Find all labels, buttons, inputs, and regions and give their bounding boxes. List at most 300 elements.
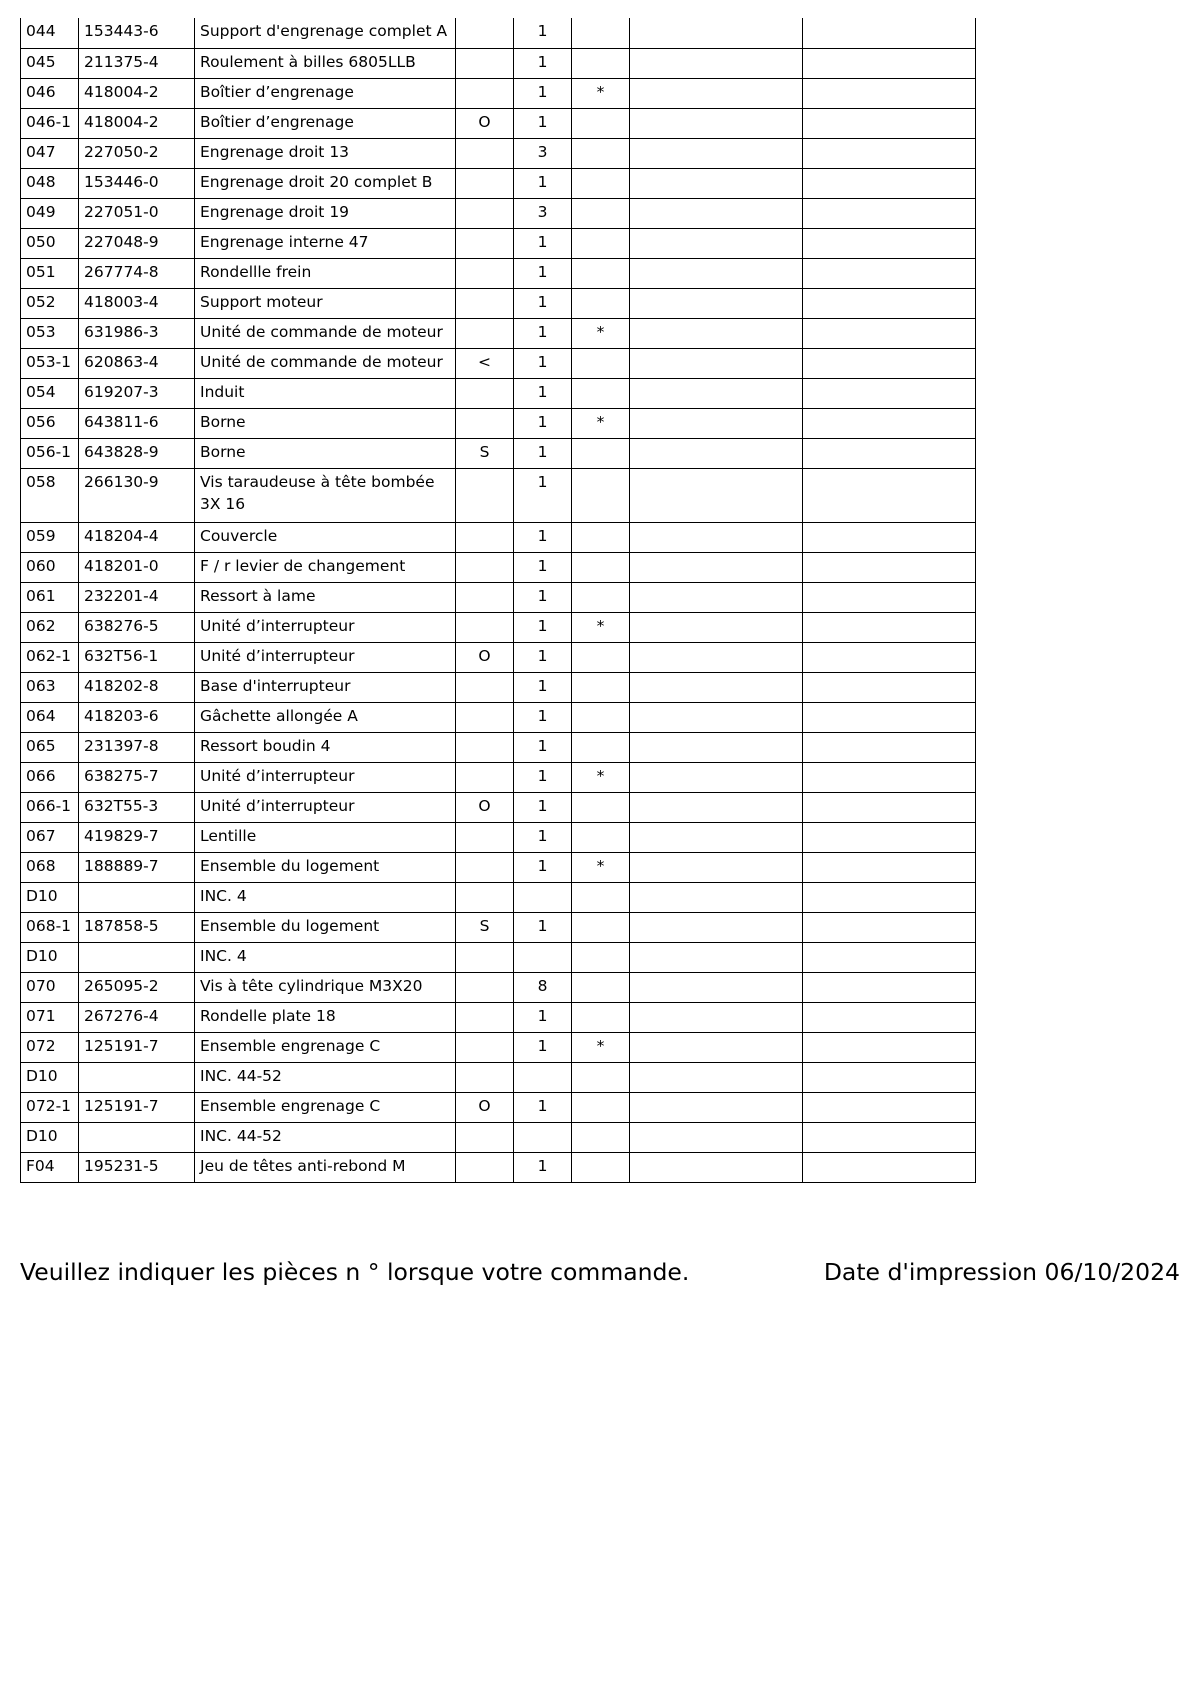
quantity-cell: 1 — [514, 702, 572, 732]
part-number-cell: 267276-4 — [79, 1002, 195, 1032]
item-number-cell: 052 — [21, 288, 79, 318]
parts-table — [20, 18, 976, 1183]
mark-cell — [572, 468, 630, 522]
blank-cell — [803, 1002, 976, 1032]
code-cell — [456, 702, 514, 732]
code-cell — [456, 48, 514, 78]
blank-cell — [630, 1062, 803, 1092]
quantity-cell: 1 — [514, 18, 572, 48]
table-row — [21, 522, 976, 552]
code-cell: O — [456, 642, 514, 672]
part-number-cell: 632T56-1 — [79, 642, 195, 672]
blank-cell — [803, 198, 976, 228]
table-row — [21, 348, 976, 378]
mark-cell — [572, 942, 630, 972]
mark-cell: * — [572, 762, 630, 792]
blank-cell — [630, 78, 803, 108]
code-cell — [456, 198, 514, 228]
table-row — [21, 18, 976, 48]
mark-cell — [572, 552, 630, 582]
blank-cell — [630, 702, 803, 732]
part-number-cell: 187858-5 — [79, 912, 195, 942]
blank-cell — [630, 972, 803, 1002]
code-cell — [456, 1122, 514, 1152]
table-row — [21, 318, 976, 348]
table-row — [21, 762, 976, 792]
blank-cell — [803, 168, 976, 198]
table-row — [21, 882, 976, 912]
table-row — [21, 1062, 976, 1092]
blank-cell — [803, 552, 976, 582]
table-row — [21, 198, 976, 228]
mark-cell — [572, 258, 630, 288]
quantity-cell: 8 — [514, 972, 572, 1002]
table-row — [21, 438, 976, 468]
description-cell: Unité d’interrupteur — [195, 642, 456, 672]
item-number-cell: 068 — [21, 852, 79, 882]
table-row — [21, 792, 976, 822]
blank-cell — [630, 138, 803, 168]
table-row — [21, 552, 976, 582]
description-cell: INC. 44-52 — [195, 1122, 456, 1152]
mark-cell — [572, 582, 630, 612]
part-number-cell: 153443-6 — [79, 18, 195, 48]
blank-cell — [630, 318, 803, 348]
code-cell — [456, 552, 514, 582]
part-number-cell: 643811-6 — [79, 408, 195, 438]
blank-cell — [803, 288, 976, 318]
item-number-cell: 059 — [21, 522, 79, 552]
item-number-cell: 063 — [21, 672, 79, 702]
blank-cell — [803, 792, 976, 822]
blank-cell — [803, 408, 976, 438]
item-number-cell: 050 — [21, 228, 79, 258]
item-number-cell: D10 — [21, 1062, 79, 1092]
mark-cell — [572, 378, 630, 408]
quantity-cell — [514, 1062, 572, 1092]
item-number-cell: 056-1 — [21, 438, 79, 468]
part-number-cell: 638275-7 — [79, 762, 195, 792]
part-number-cell: 188889-7 — [79, 852, 195, 882]
quantity-cell: 1 — [514, 1152, 572, 1182]
blank-cell — [630, 942, 803, 972]
description-cell: Rondellle frein — [195, 258, 456, 288]
blank-cell — [630, 1122, 803, 1152]
blank-cell — [630, 792, 803, 822]
blank-cell — [630, 762, 803, 792]
table-row — [21, 1152, 976, 1182]
quantity-cell: 1 — [514, 912, 572, 942]
blank-cell — [803, 228, 976, 258]
table-row — [21, 642, 976, 672]
blank-cell — [803, 48, 976, 78]
description-cell: Couvercle — [195, 522, 456, 552]
part-number-cell — [79, 942, 195, 972]
blank-cell — [630, 912, 803, 942]
code-cell: O — [456, 792, 514, 822]
mark-cell — [572, 108, 630, 138]
description-cell: Ressort à lame — [195, 582, 456, 612]
description-cell: Engrenage droit 20 complet B — [195, 168, 456, 198]
blank-cell — [803, 1092, 976, 1122]
code-cell: S — [456, 912, 514, 942]
quantity-cell: 1 — [514, 438, 572, 468]
quantity-cell: 1 — [514, 288, 572, 318]
mark-cell — [572, 642, 630, 672]
blank-cell — [630, 288, 803, 318]
part-number-cell: 631986-3 — [79, 318, 195, 348]
blank-cell — [803, 18, 976, 48]
blank-cell — [630, 228, 803, 258]
part-number-cell: 418201-0 — [79, 552, 195, 582]
mark-cell — [572, 288, 630, 318]
blank-cell — [630, 168, 803, 198]
print-date: Date d'impression 06/10/2024 — [823, 1258, 1180, 1286]
part-number-cell: 418203-6 — [79, 702, 195, 732]
mark-cell: * — [572, 612, 630, 642]
item-number-cell: 048 — [21, 168, 79, 198]
part-number-cell: 418003-4 — [79, 288, 195, 318]
item-number-cell: 058 — [21, 468, 79, 522]
description-cell: Engrenage droit 19 — [195, 198, 456, 228]
blank-cell — [803, 138, 976, 168]
quantity-cell: 1 — [514, 228, 572, 258]
blank-cell — [630, 468, 803, 522]
code-cell — [456, 18, 514, 48]
item-number-cell: 064 — [21, 702, 79, 732]
blank-cell — [630, 612, 803, 642]
part-number-cell: 267774-8 — [79, 258, 195, 288]
code-cell — [456, 762, 514, 792]
table-row — [21, 702, 976, 732]
mark-cell — [572, 1122, 630, 1152]
blank-cell — [630, 198, 803, 228]
table-row — [21, 48, 976, 78]
blank-cell — [803, 1062, 976, 1092]
blank-cell — [630, 408, 803, 438]
code-cell: S — [456, 438, 514, 468]
item-number-cell: 053 — [21, 318, 79, 348]
mark-cell — [572, 348, 630, 378]
quantity-cell: 1 — [514, 258, 572, 288]
description-cell: Ressort boudin 4 — [195, 732, 456, 762]
code-cell: < — [456, 348, 514, 378]
quantity-cell: 1 — [514, 642, 572, 672]
code-cell — [456, 258, 514, 288]
description-cell: Support moteur — [195, 288, 456, 318]
description-cell: Base d'interrupteur — [195, 672, 456, 702]
blank-cell — [630, 822, 803, 852]
code-cell — [456, 882, 514, 912]
blank-cell — [803, 468, 976, 522]
blank-cell — [803, 972, 976, 1002]
blank-cell — [630, 258, 803, 288]
part-number-cell — [79, 1062, 195, 1092]
description-cell: Vis taraudeuse à tête bombée 3X 16 — [195, 468, 456, 522]
mark-cell — [572, 882, 630, 912]
quantity-cell: 1 — [514, 468, 572, 522]
quantity-cell: 1 — [514, 822, 572, 852]
description-cell: Induit — [195, 378, 456, 408]
table-row — [21, 582, 976, 612]
description-cell: Rondelle plate 18 — [195, 1002, 456, 1032]
description-cell: Unité de commande de moteur — [195, 318, 456, 348]
part-number-cell — [79, 882, 195, 912]
code-cell: O — [456, 108, 514, 138]
blank-cell — [630, 672, 803, 702]
item-number-cell: 070 — [21, 972, 79, 1002]
code-cell: O — [456, 1092, 514, 1122]
code-cell — [456, 1032, 514, 1062]
item-number-cell: F04 — [21, 1152, 79, 1182]
part-number-cell: 227051-0 — [79, 198, 195, 228]
description-cell: INC. 4 — [195, 882, 456, 912]
description-cell: Unité d’interrupteur — [195, 612, 456, 642]
code-cell — [456, 672, 514, 702]
blank-cell — [803, 702, 976, 732]
blank-cell — [630, 1152, 803, 1182]
mark-cell — [572, 1092, 630, 1122]
item-number-cell: D10 — [21, 942, 79, 972]
table-row — [21, 612, 976, 642]
code-cell — [456, 1002, 514, 1032]
quantity-cell: 1 — [514, 78, 572, 108]
item-number-cell: 049 — [21, 198, 79, 228]
description-cell: INC. 44-52 — [195, 1062, 456, 1092]
part-number-cell: 418004-2 — [79, 108, 195, 138]
mark-cell: * — [572, 852, 630, 882]
blank-cell — [630, 522, 803, 552]
code-cell — [456, 1062, 514, 1092]
quantity-cell: 3 — [514, 138, 572, 168]
code-cell — [456, 378, 514, 408]
item-number-cell: 072-1 — [21, 1092, 79, 1122]
blank-cell — [630, 1032, 803, 1062]
table-row — [21, 672, 976, 702]
mark-cell — [572, 912, 630, 942]
mark-cell — [572, 228, 630, 258]
blank-cell — [803, 438, 976, 468]
mark-cell — [572, 138, 630, 168]
table-row — [21, 942, 976, 972]
part-number-cell: 227050-2 — [79, 138, 195, 168]
mark-cell — [572, 522, 630, 552]
blank-cell — [630, 882, 803, 912]
part-number-cell: 231397-8 — [79, 732, 195, 762]
table-row — [21, 288, 976, 318]
mark-cell: * — [572, 1032, 630, 1062]
description-cell: Jeu de têtes anti-rebond M — [195, 1152, 456, 1182]
code-cell — [456, 732, 514, 762]
blank-cell — [803, 852, 976, 882]
description-cell: Unité d’interrupteur — [195, 762, 456, 792]
quantity-cell — [514, 1122, 572, 1152]
blank-cell — [630, 1002, 803, 1032]
blank-cell — [630, 1092, 803, 1122]
item-number-cell: 071 — [21, 1002, 79, 1032]
description-cell: Gâchette allongée A — [195, 702, 456, 732]
quantity-cell: 1 — [514, 1032, 572, 1062]
table-row — [21, 1032, 976, 1062]
part-number-cell: 232201-4 — [79, 582, 195, 612]
quantity-cell: 1 — [514, 852, 572, 882]
blank-cell — [630, 108, 803, 138]
code-cell — [456, 942, 514, 972]
mark-cell — [572, 168, 630, 198]
blank-cell — [803, 882, 976, 912]
quantity-cell: 1 — [514, 408, 572, 438]
mark-cell — [572, 438, 630, 468]
item-number-cell: 062 — [21, 612, 79, 642]
quantity-cell: 1 — [514, 672, 572, 702]
description-cell: Engrenage interne 47 — [195, 228, 456, 258]
blank-cell — [803, 1032, 976, 1062]
part-number-cell: 125191-7 — [79, 1032, 195, 1062]
table-row — [21, 78, 976, 108]
blank-cell — [803, 1152, 976, 1182]
table-row — [21, 732, 976, 762]
part-number-cell: 211375-4 — [79, 48, 195, 78]
blank-cell — [630, 642, 803, 672]
code-cell — [456, 582, 514, 612]
code-cell — [456, 852, 514, 882]
description-cell: INC. 4 — [195, 942, 456, 972]
part-number-cell: 195231-5 — [79, 1152, 195, 1182]
code-cell — [456, 168, 514, 198]
table-row — [21, 822, 976, 852]
description-cell: Boîtier d’engrenage — [195, 78, 456, 108]
description-cell: Lentille — [195, 822, 456, 852]
item-number-cell: 054 — [21, 378, 79, 408]
item-number-cell: 047 — [21, 138, 79, 168]
part-number-cell: 153446-0 — [79, 168, 195, 198]
item-number-cell: 053-1 — [21, 348, 79, 378]
blank-cell — [630, 438, 803, 468]
blank-cell — [803, 258, 976, 288]
mark-cell — [572, 1002, 630, 1032]
table-row — [21, 912, 976, 942]
blank-cell — [803, 762, 976, 792]
description-cell: Engrenage droit 13 — [195, 138, 456, 168]
mark-cell — [572, 792, 630, 822]
item-number-cell: 046-1 — [21, 108, 79, 138]
item-number-cell: 065 — [21, 732, 79, 762]
part-number-cell: 227048-9 — [79, 228, 195, 258]
code-cell — [456, 318, 514, 348]
blank-cell — [803, 672, 976, 702]
blank-cell — [803, 582, 976, 612]
quantity-cell: 1 — [514, 48, 572, 78]
mark-cell — [572, 198, 630, 228]
blank-cell — [803, 522, 976, 552]
blank-cell — [803, 318, 976, 348]
item-number-cell: 072 — [21, 1032, 79, 1062]
quantity-cell: 1 — [514, 168, 572, 198]
item-number-cell: 062-1 — [21, 642, 79, 672]
item-number-cell: 051 — [21, 258, 79, 288]
mark-cell: * — [572, 318, 630, 348]
blank-cell — [803, 732, 976, 762]
description-cell: F / r levier de changement — [195, 552, 456, 582]
quantity-cell: 1 — [514, 378, 572, 408]
blank-cell — [630, 732, 803, 762]
blank-cell — [803, 942, 976, 972]
part-number-cell: 418204-4 — [79, 522, 195, 552]
mark-cell — [572, 702, 630, 732]
code-cell — [456, 822, 514, 852]
part-number-cell: 620863-4 — [79, 348, 195, 378]
mark-cell — [572, 48, 630, 78]
part-number-cell: 619207-3 — [79, 378, 195, 408]
table-row — [21, 408, 976, 438]
blank-cell — [630, 582, 803, 612]
quantity-cell: 1 — [514, 582, 572, 612]
item-number-cell: D10 — [21, 882, 79, 912]
part-number-cell: 125191-7 — [79, 1092, 195, 1122]
item-number-cell: 066 — [21, 762, 79, 792]
mark-cell — [572, 672, 630, 702]
blank-cell — [803, 612, 976, 642]
table-row — [21, 972, 976, 1002]
item-number-cell: D10 — [21, 1122, 79, 1152]
blank-cell — [803, 378, 976, 408]
table-row — [21, 468, 976, 522]
table-row — [21, 228, 976, 258]
order-note: Veuillez indiquer les pièces n ° lorsque votre commande. — [20, 1258, 690, 1286]
item-number-cell: 045 — [21, 48, 79, 78]
code-cell — [456, 408, 514, 438]
mark-cell — [572, 18, 630, 48]
blank-cell — [630, 552, 803, 582]
item-number-cell: 046 — [21, 78, 79, 108]
blank-cell — [630, 18, 803, 48]
table-row — [21, 138, 976, 168]
blank-cell — [803, 822, 976, 852]
part-number-cell: 418004-2 — [79, 78, 195, 108]
code-cell — [456, 612, 514, 642]
description-cell: Roulement à billes 6805LLB — [195, 48, 456, 78]
table-row — [21, 852, 976, 882]
quantity-cell: 1 — [514, 732, 572, 762]
description-cell: Borne — [195, 438, 456, 468]
code-cell — [456, 522, 514, 552]
item-number-cell: 066-1 — [21, 792, 79, 822]
part-number-cell: 632T55-3 — [79, 792, 195, 822]
quantity-cell — [514, 942, 572, 972]
mark-cell — [572, 972, 630, 1002]
part-number-cell — [79, 1122, 195, 1152]
blank-cell — [803, 912, 976, 942]
blank-cell — [803, 78, 976, 108]
part-number-cell: 638276-5 — [79, 612, 195, 642]
blank-cell — [803, 642, 976, 672]
table-row — [21, 258, 976, 288]
quantity-cell: 1 — [514, 612, 572, 642]
description-cell: Boîtier d’engrenage — [195, 108, 456, 138]
quantity-cell — [514, 882, 572, 912]
part-number-cell: 265095-2 — [79, 972, 195, 1002]
mark-cell — [572, 1152, 630, 1182]
quantity-cell: 1 — [514, 108, 572, 138]
description-cell: Unité de commande de moteur — [195, 348, 456, 378]
item-number-cell: 061 — [21, 582, 79, 612]
item-number-cell: 068-1 — [21, 912, 79, 942]
description-cell: Ensemble engrenage C — [195, 1092, 456, 1122]
description-cell: Borne — [195, 408, 456, 438]
item-number-cell: 044 — [21, 18, 79, 48]
description-cell: Ensemble du logement — [195, 912, 456, 942]
code-cell — [456, 228, 514, 258]
